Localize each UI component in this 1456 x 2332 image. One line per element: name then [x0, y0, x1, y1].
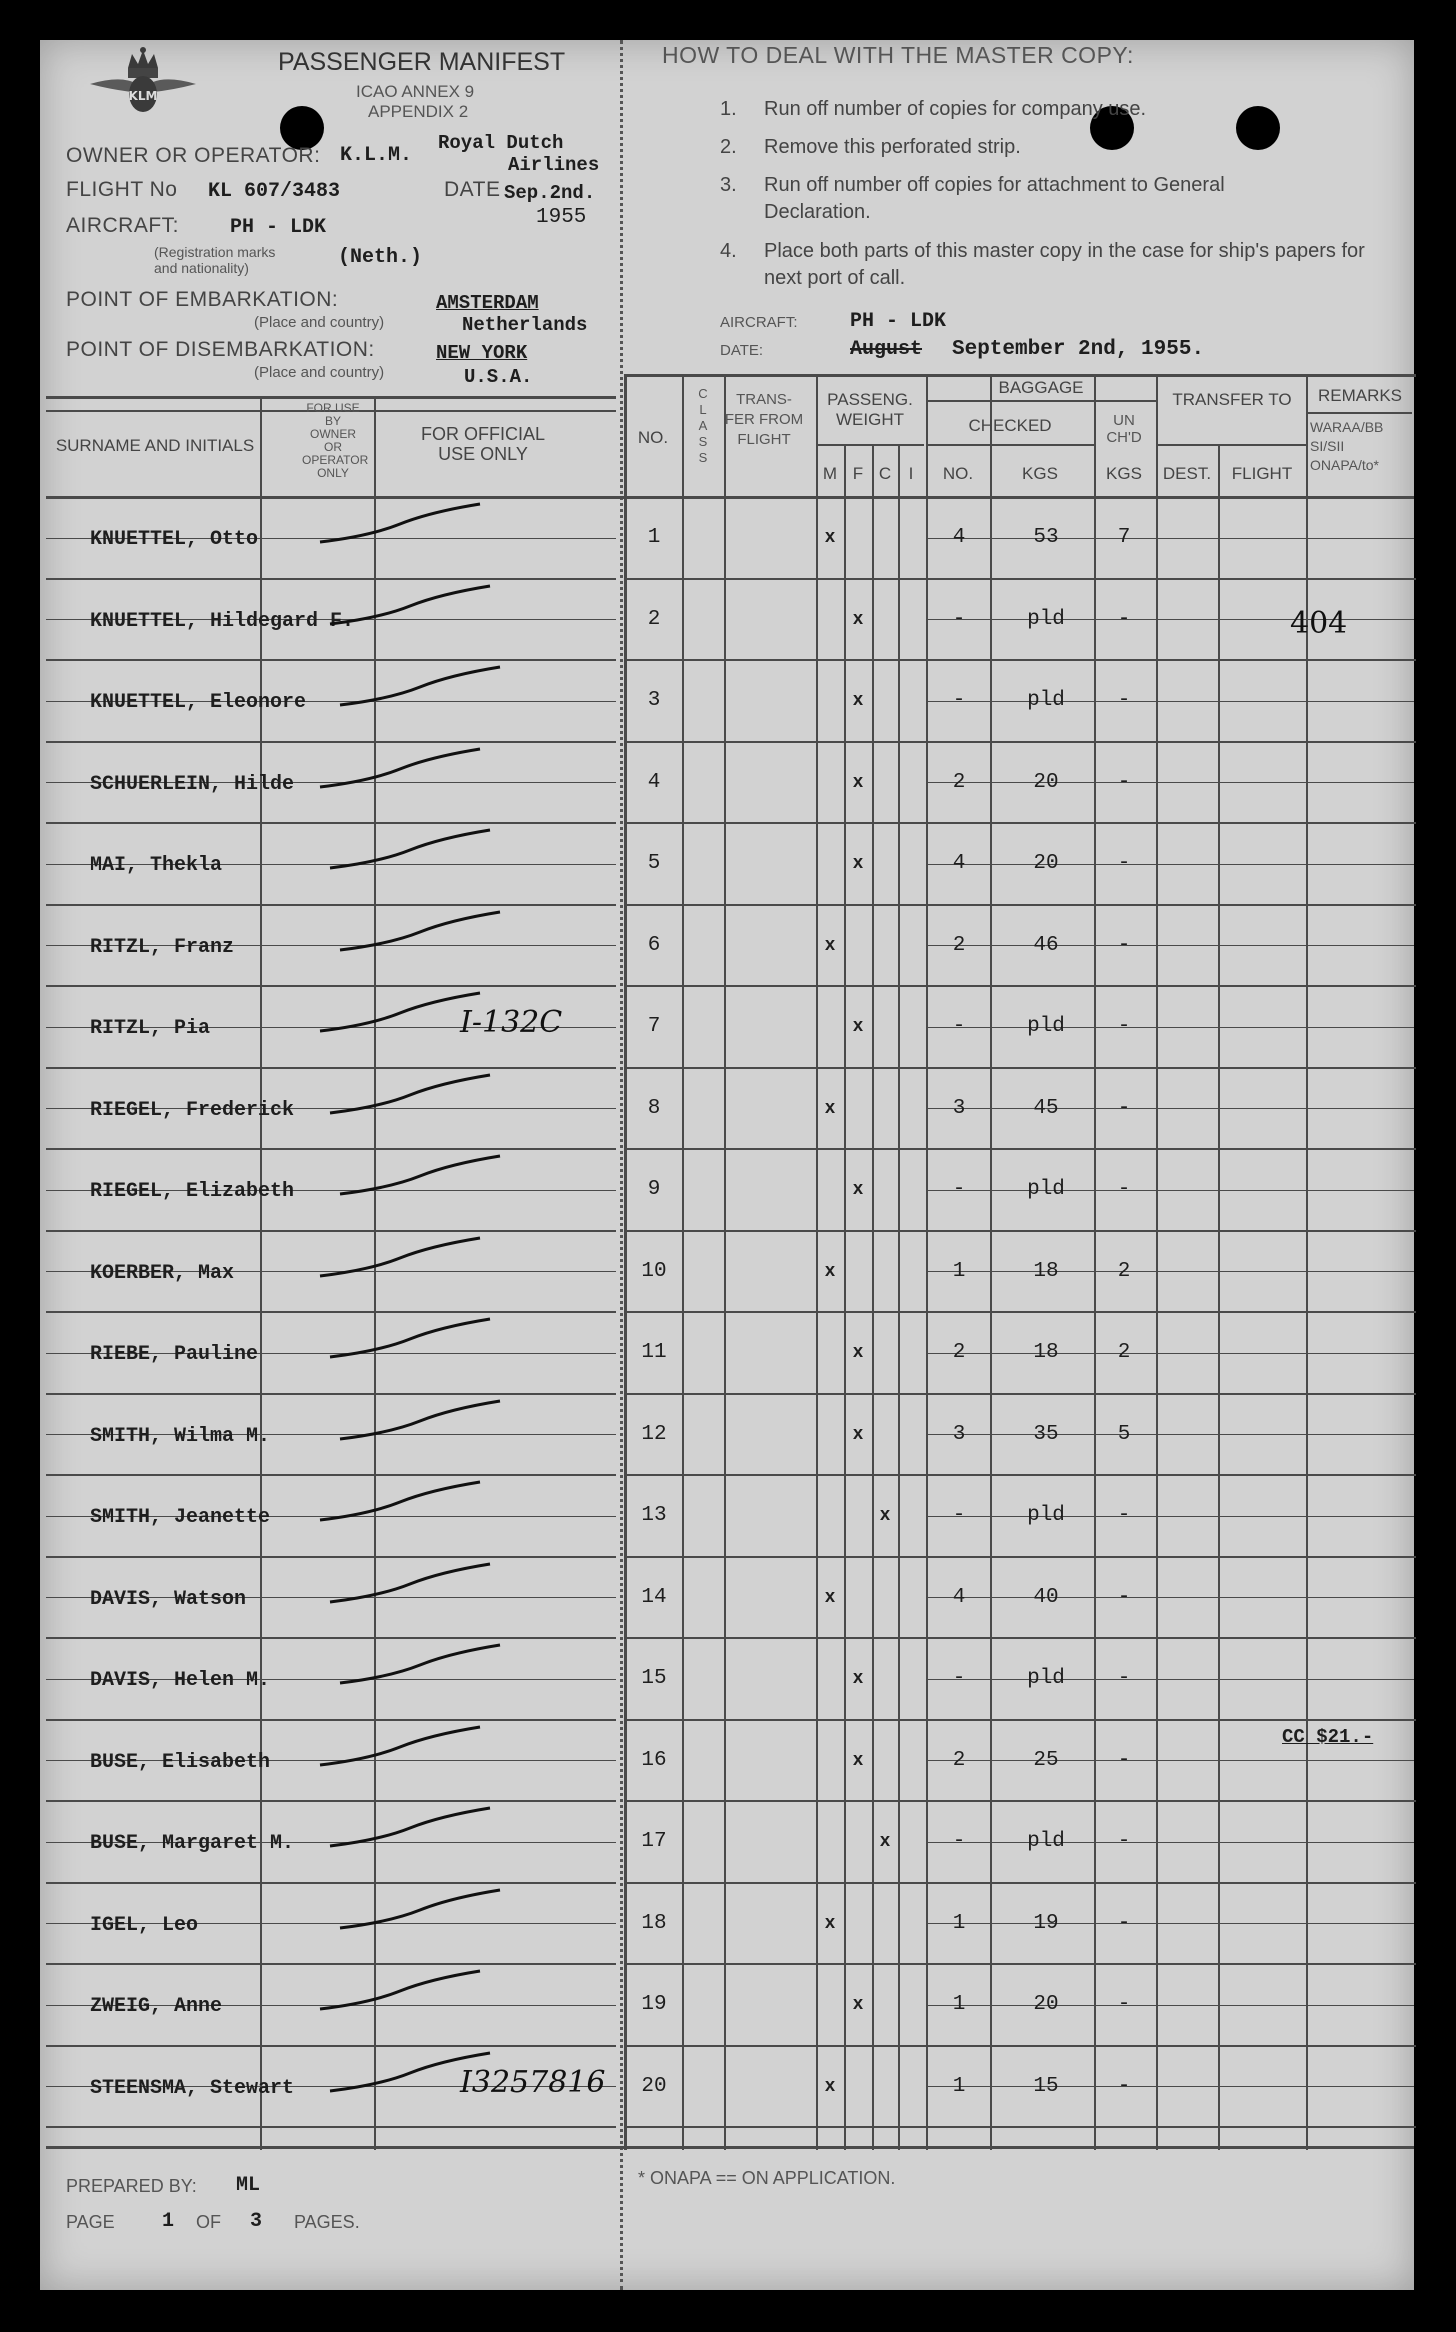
- col-header-passeng-weight: PASSENG. WEIGHT: [827, 390, 913, 429]
- col-header-baggage: BAGGAGE: [998, 378, 1084, 397]
- row-number: 20: [641, 2074, 667, 2098]
- instructions-title: HOW TO DEAL WITH THE MASTER COPY:: [662, 42, 1134, 68]
- grid-line: [926, 374, 928, 2150]
- row-number: 10: [641, 1259, 667, 1283]
- bag-kgs: 45: [1033, 1096, 1059, 1120]
- instruction-text: Run off number of copies for company use.: [764, 98, 1147, 120]
- reg-note-1: (Registration marks: [154, 244, 276, 260]
- prepared-by-label: PREPARED BY:: [66, 2176, 197, 2196]
- grid-line: [1156, 1434, 1414, 1435]
- weight-mark: x: [852, 1995, 864, 2015]
- grid-line: [46, 2146, 1414, 2149]
- check-stroke-icon: [320, 2049, 520, 2099]
- date-struck: August: [850, 338, 923, 361]
- grid-line: [626, 659, 1416, 661]
- grid-line: [626, 1963, 1416, 1965]
- bag-count: -: [952, 607, 966, 631]
- grid-line: [626, 1800, 1416, 1802]
- row-number: 6: [647, 933, 661, 957]
- weight-mark: x: [852, 609, 864, 630]
- klm-crown-logo-icon: [88, 46, 198, 118]
- bag-kgs: 19: [1033, 1911, 1059, 1935]
- col-header-owner-use: FOR USE BY OWNER OR OPERATOR ONLY: [302, 401, 369, 480]
- grid-line: [724, 374, 726, 2150]
- bag-kgs: pld: [1027, 689, 1065, 712]
- bag-kgs: pld: [1027, 1504, 1065, 1527]
- row-number: 12: [641, 1422, 667, 1446]
- passenger-name: BUSE, Elisabeth: [90, 1750, 271, 1774]
- bag-count: -: [952, 689, 966, 712]
- grid-line: [46, 1393, 616, 1395]
- bag-count: 1: [952, 1993, 966, 2016]
- grid-line: [1156, 782, 1414, 783]
- check-stroke-icon: [310, 989, 510, 1039]
- grid-line: [626, 1882, 1416, 1884]
- bag-count: 4: [952, 1585, 966, 1609]
- col-header-remarks-sub: WARAA/BB SI/SII ONAPA/to*: [1310, 419, 1384, 473]
- col-header-class: C L A S S: [698, 386, 708, 465]
- check-stroke-icon: [320, 1804, 520, 1854]
- weight-mark: x: [852, 1180, 864, 1200]
- aircraft-value-right: PH - LDK: [850, 310, 947, 333]
- flight-label: FLIGHT No: [66, 178, 178, 201]
- remarks-cc-stamp: CC $21.-: [1282, 1726, 1374, 1748]
- unchecked-kgs: 5: [1117, 1422, 1131, 1446]
- aircraft-value: PH - LDK: [230, 216, 327, 239]
- passenger-name: DAVIS, Helen M.: [90, 1669, 271, 1692]
- bag-count: -: [952, 1178, 966, 1201]
- of-value: 3: [250, 2210, 263, 2233]
- grid-line: [46, 578, 616, 580]
- embarkation-city: AMSTERDAM: [436, 292, 539, 314]
- passenger-name: SMITH, Wilma M.: [90, 1424, 271, 1448]
- bag-kgs: pld: [1027, 607, 1065, 631]
- unchecked-kgs: -: [1117, 1504, 1131, 1527]
- check-stroke-icon: [310, 1478, 510, 1528]
- bag-count: -: [952, 1015, 966, 1038]
- passenger-name: RITZL, Franz: [90, 935, 235, 959]
- grid-line: [1156, 1516, 1414, 1517]
- bag-kgs: pld: [1027, 1015, 1065, 1038]
- bag-kgs: 20: [1033, 1993, 1059, 2016]
- col-header-dest: DEST.: [1162, 464, 1212, 483]
- grid-line: [1156, 1027, 1414, 1028]
- check-stroke-icon: [310, 1967, 510, 2017]
- owner-code: K.L.M.: [340, 144, 413, 167]
- grid-line: [844, 444, 846, 2150]
- grid-line: [926, 400, 1156, 402]
- grid-line: [872, 444, 874, 2150]
- passenger-name: RIEGEL, Frederick: [90, 1098, 295, 1122]
- bag-kgs: 25: [1033, 1748, 1059, 1772]
- grid-line: [1308, 412, 1412, 414]
- grid-line: [626, 1719, 1416, 1721]
- col-header-f: F: [852, 464, 864, 483]
- row-number: 5: [647, 852, 661, 875]
- instruction-number: 3.: [720, 174, 737, 196]
- col-header-unkgs: KGS: [1106, 464, 1142, 483]
- grid-line: [626, 1148, 1416, 1150]
- unchecked-kgs: 2: [1117, 1259, 1131, 1283]
- grid-line: [1156, 1108, 1414, 1109]
- grid-line: [626, 1474, 1416, 1476]
- grid-line: [46, 741, 616, 743]
- col-header-surname: SURNAME AND INITIALS: [55, 436, 255, 455]
- row-number: 11: [641, 1341, 667, 1364]
- grid-line: [46, 1556, 616, 1558]
- of-label: OF: [196, 2212, 221, 2232]
- passenger-name: STEENSMA, Stewart: [90, 2076, 295, 2100]
- col-header-m: M: [822, 464, 838, 483]
- weight-mark: x: [824, 1261, 836, 1282]
- grid-line: [626, 741, 1416, 743]
- page-value: 1: [162, 2210, 175, 2233]
- grid-line: [1156, 701, 1414, 702]
- grid-line: [46, 2126, 616, 2128]
- check-stroke-icon: [320, 1315, 520, 1365]
- grid-line: [816, 374, 818, 2150]
- check-stroke-icon: [330, 908, 530, 958]
- date-value-right: September 2nd, 1955.: [952, 338, 1205, 361]
- bag-count: 1: [952, 1259, 966, 1283]
- grid-line: [626, 985, 1416, 987]
- date-label-right: DATE:: [720, 342, 764, 359]
- passenger-name: RIEGEL, Elizabeth: [90, 1180, 295, 1203]
- bag-count: -: [952, 1830, 966, 1853]
- grid-line: [682, 374, 684, 2150]
- check-stroke-icon: [320, 582, 520, 632]
- grid-line: [990, 374, 992, 2150]
- official-annotation: I-132C: [460, 1005, 563, 1040]
- embarkation-label: POINT OF EMBARKATION:: [66, 288, 339, 311]
- grid-line: [1156, 2005, 1414, 2006]
- bag-count: -: [952, 1667, 966, 1690]
- weight-mark: x: [879, 1832, 891, 1852]
- date-value-1: Sep.2nd.: [504, 182, 596, 204]
- grid-line: [46, 496, 1414, 499]
- grid-line: [1156, 1923, 1414, 1924]
- flight-value: KL 607/3483: [208, 180, 341, 203]
- unchecked-kgs: -: [1117, 1911, 1131, 1935]
- grid-line: [46, 396, 616, 399]
- row-number: 9: [647, 1178, 661, 1201]
- appendix-label: APPENDIX 2: [368, 102, 469, 121]
- passenger-name: ZWEIG, Anne: [90, 1995, 223, 2018]
- weight-mark: x: [852, 1017, 864, 1037]
- weight-mark: x: [824, 2076, 836, 2097]
- check-stroke-icon: [320, 826, 520, 876]
- grid-line: [626, 1230, 1416, 1232]
- grid-line: [46, 822, 616, 824]
- bag-kgs: pld: [1027, 1667, 1065, 1690]
- bag-count: 1: [952, 1911, 966, 1935]
- grid-line: [816, 444, 924, 446]
- col-header-transfer-to: TRANSFER TO: [1172, 390, 1292, 409]
- unchecked-kgs: -: [1117, 1748, 1131, 1772]
- grid-line: [46, 985, 616, 987]
- grid-line: [626, 1067, 1416, 1069]
- unchecked-kgs: -: [1117, 1993, 1131, 2016]
- svg-text:KLM: KLM: [128, 89, 158, 103]
- check-stroke-icon: [330, 1886, 530, 1936]
- bag-count: 4: [952, 852, 966, 875]
- weight-mark: x: [852, 772, 864, 793]
- bag-kgs: pld: [1027, 1830, 1065, 1853]
- aircraft-label: AIRCRAFT:: [66, 214, 180, 237]
- passenger-name: IGEL, Leo: [90, 1913, 199, 1937]
- grid-line: [1156, 1842, 1414, 1843]
- unchecked-kgs: 2: [1117, 1341, 1131, 1364]
- row-number: 18: [641, 1911, 667, 1935]
- grid-line: [46, 1067, 616, 1069]
- bag-kgs: 18: [1033, 1259, 1059, 1283]
- passenger-name: RITZL, Pia: [90, 1017, 211, 1040]
- grid-line: [1156, 619, 1414, 620]
- unchecked-kgs: -: [1117, 770, 1131, 794]
- date-label: DATE: [444, 178, 501, 201]
- row-number: 4: [647, 770, 661, 794]
- unchecked-kgs: 7: [1117, 526, 1131, 549]
- unchecked-kgs: -: [1117, 1830, 1131, 1853]
- weight-mark: x: [879, 1506, 891, 1526]
- grid-line: [1156, 2086, 1414, 2087]
- bag-count: -: [952, 1504, 966, 1527]
- col-header-unchd: UN CH'D: [1106, 412, 1142, 446]
- unchecked-kgs: -: [1117, 689, 1131, 712]
- passenger-name: MAI, Thekla: [90, 854, 223, 877]
- row-number: 16: [641, 1748, 667, 1772]
- instruction-text: Remove this perforated strip.: [764, 136, 1021, 158]
- weight-mark: x: [852, 1343, 864, 1363]
- grid-line: [626, 578, 1416, 580]
- grid-line: [1156, 444, 1306, 446]
- grid-line: [46, 1800, 616, 1802]
- bag-count: 2: [952, 1341, 966, 1364]
- bag-count: 2: [952, 770, 966, 794]
- weight-mark: x: [852, 1750, 864, 1771]
- bag-kgs: 35: [1033, 1422, 1059, 1446]
- prepared-by-value: ML: [236, 2174, 261, 2197]
- manifest-title: PASSENGER MANIFEST: [278, 48, 566, 76]
- grid-line: [626, 2045, 1416, 2047]
- instruction-number: 2.: [720, 136, 737, 158]
- col-header-remarks: REMARKS: [1317, 386, 1403, 405]
- bag-kgs: 18: [1033, 1341, 1059, 1364]
- row-number: 13: [641, 1504, 667, 1527]
- col-header-checked: CHECKED: [968, 416, 1052, 435]
- col-header-no: NO.: [637, 428, 669, 447]
- grid-line: [1156, 1597, 1414, 1598]
- official-annotation: I3257816: [460, 2064, 606, 2100]
- bag-count: 1: [952, 2074, 966, 2098]
- date-value-2: 1955: [536, 206, 587, 229]
- row-number: 8: [647, 1096, 661, 1120]
- row-number: 15: [641, 1667, 667, 1690]
- grid-line: [626, 1637, 1416, 1639]
- grid-line: [1156, 945, 1414, 946]
- instruction-number: 4.: [720, 240, 737, 262]
- grid-line: [46, 1637, 616, 1639]
- unchecked-kgs: -: [1117, 1667, 1131, 1690]
- grid-line: [46, 904, 616, 906]
- owner-name-2: Airlines: [508, 154, 600, 176]
- grid-line: [626, 2126, 1416, 2128]
- passenger-name: SMITH, Jeanette: [90, 1506, 271, 1529]
- check-stroke-icon: [320, 1560, 520, 1610]
- grid-line: [46, 1148, 616, 1150]
- grid-line: [1156, 1760, 1414, 1761]
- grid-line: [1156, 1353, 1414, 1354]
- col-header-i: I: [908, 464, 914, 483]
- unchecked-kgs: -: [1117, 1178, 1131, 1201]
- grid-line: [1156, 864, 1414, 865]
- bag-kgs: 40: [1033, 1585, 1059, 1609]
- grid-line: [1156, 1271, 1414, 1272]
- weight-mark: x: [824, 935, 836, 956]
- col-header-transfer-from: TRANS-FER FROM FLIGHT: [724, 391, 804, 448]
- bag-count: 3: [952, 1096, 966, 1120]
- grid-line: [1156, 1190, 1414, 1191]
- weight-mark: x: [852, 1669, 864, 1689]
- passenger-name: KNUETTEL, Hildegard F.: [90, 609, 355, 633]
- bag-kgs: 20: [1033, 770, 1059, 794]
- col-header-flight: FLIGHT: [1231, 464, 1293, 483]
- owner-label: OWNER OR OPERATOR:: [66, 144, 321, 167]
- row-number: 1: [647, 526, 661, 549]
- instruction-number: 1.: [720, 98, 737, 120]
- grid-line: [46, 659, 616, 661]
- bag-count: 2: [952, 1748, 966, 1772]
- onapa-note: * ONAPA == ON APPLICATION.: [638, 2168, 896, 2188]
- owner-name-1: Royal Dutch: [438, 132, 564, 154]
- grid-line: [1156, 374, 1158, 2150]
- bag-kgs: pld: [1027, 1178, 1065, 1201]
- check-stroke-icon: [310, 1723, 510, 1773]
- unchecked-kgs: -: [1117, 933, 1131, 957]
- bag-count: 3: [952, 1422, 966, 1446]
- check-stroke-icon: [330, 663, 530, 713]
- grid-line: [1156, 1679, 1414, 1680]
- weight-mark: x: [852, 854, 864, 874]
- col-header-kgs: KGS: [1022, 464, 1058, 483]
- passenger-name: SCHUERLEIN, Hilde: [90, 772, 295, 796]
- place-note: (Place and country): [254, 314, 385, 331]
- grid-line: [626, 1393, 1416, 1395]
- unchecked-kgs: -: [1117, 1015, 1131, 1038]
- row-number: 3: [647, 689, 661, 712]
- disembarkation-label: POINT OF DISEMBARKATION:: [66, 338, 375, 361]
- grid-line: [46, 1963, 616, 1965]
- grid-line: [1156, 538, 1414, 539]
- pages-label: PAGES.: [294, 2212, 360, 2232]
- aircraft-label-right: AIRCRAFT:: [720, 314, 798, 331]
- grid-line: [926, 444, 1094, 446]
- grid-line: [46, 2045, 616, 2047]
- weight-mark: x: [824, 1098, 836, 1119]
- instruction-text: Run off number off copies for attachment to General Declaration.: [764, 174, 1225, 223]
- weight-mark: x: [824, 528, 836, 548]
- unchecked-kgs: -: [1117, 1585, 1131, 1609]
- unchecked-kgs: -: [1117, 1096, 1131, 1120]
- check-stroke-icon: [310, 1234, 510, 1284]
- row-number: 14: [641, 1585, 667, 1609]
- grid-line: [626, 904, 1416, 906]
- passenger-name: KNUETTEL, Eleonore: [90, 691, 307, 714]
- bag-kgs: 53: [1033, 526, 1059, 549]
- col-header-bag-no: NO.: [942, 464, 974, 483]
- check-stroke-icon: [310, 745, 510, 795]
- row-number: 17: [641, 1830, 667, 1853]
- passenger-name: KNUETTEL, Otto: [90, 528, 259, 551]
- page-label: PAGE: [66, 2212, 115, 2232]
- passenger-name: KOERBER, Max: [90, 1261, 235, 1285]
- nationality-value: (Neth.): [338, 246, 423, 269]
- grid-line: [46, 1230, 616, 1232]
- col-header-c: C: [878, 464, 892, 483]
- bag-count: 2: [952, 933, 966, 957]
- passenger-name: BUSE, Margaret M.: [90, 1832, 295, 1855]
- remarks-404: 404: [1290, 606, 1348, 641]
- weight-mark: x: [824, 1913, 836, 1934]
- grid-line: [626, 822, 1416, 824]
- perforation-line: [620, 40, 623, 2290]
- bag-kgs: 15: [1033, 2074, 1059, 2098]
- grid-line: [46, 1719, 616, 1721]
- passenger-name: RIEBE, Pauline: [90, 1343, 259, 1366]
- check-stroke-icon: [310, 500, 510, 550]
- weight-mark: x: [852, 691, 864, 711]
- check-stroke-icon: [330, 1152, 530, 1202]
- row-number: 19: [641, 1993, 667, 2016]
- reg-note-2: and nationality): [154, 260, 249, 276]
- place-note: (Place and country): [254, 364, 385, 381]
- bag-count: 4: [952, 526, 966, 549]
- manifest-sheet: [40, 40, 1414, 2290]
- unchecked-kgs: -: [1117, 852, 1131, 875]
- passenger-name: DAVIS, Watson: [90, 1587, 247, 1611]
- grid-line: [626, 1556, 1416, 1558]
- check-stroke-icon: [320, 1071, 520, 1121]
- grid-line: [46, 1311, 616, 1313]
- bag-kgs: 20: [1033, 852, 1059, 875]
- embarkation-country: Netherlands: [462, 314, 588, 336]
- row-number: 7: [647, 1015, 661, 1038]
- check-stroke-icon: [330, 1397, 530, 1447]
- disembarkation-city: NEW YORK: [436, 342, 528, 364]
- grid-line: [46, 1882, 616, 1884]
- unchecked-kgs: -: [1117, 607, 1131, 631]
- col-header-official: FOR OFFICIAL USE ONLY: [420, 424, 545, 464]
- unchecked-kgs: -: [1117, 2074, 1131, 2098]
- annex-label: ICAO ANNEX 9: [356, 82, 475, 101]
- bag-kgs: 46: [1033, 933, 1059, 957]
- check-stroke-icon: [330, 1641, 530, 1691]
- grid-line: [626, 374, 1416, 377]
- row-number: 2: [647, 607, 661, 631]
- weight-mark: x: [824, 1587, 836, 1608]
- grid-line: [46, 1474, 616, 1476]
- grid-line: [626, 1311, 1416, 1313]
- instruction-text: Place both parts of this master copy in the case for ship's papers for next port of call.: [764, 240, 1365, 289]
- weight-mark: x: [852, 1424, 864, 1445]
- grid-line: [898, 444, 900, 2150]
- disembarkation-country: U.S.A.: [464, 366, 533, 388]
